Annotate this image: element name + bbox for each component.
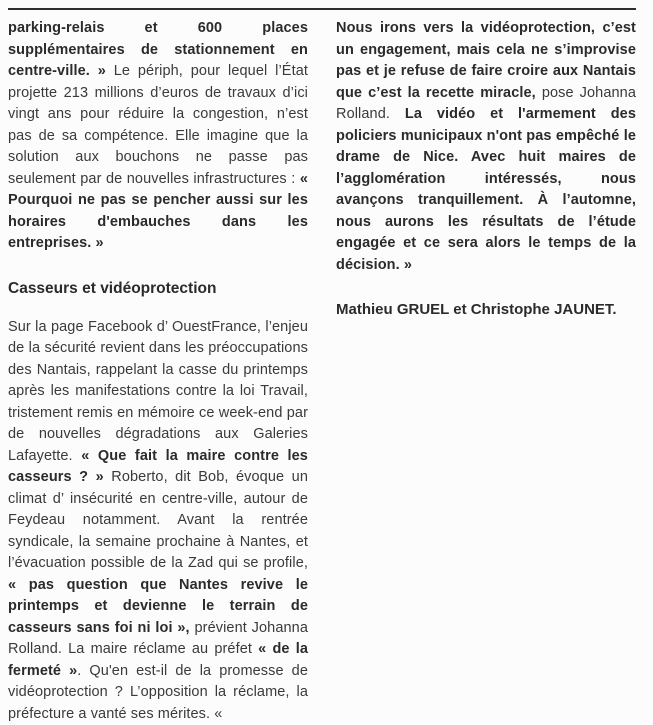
article-column-right — [336, 18, 636, 725]
top-rule — [8, 8, 636, 10]
paragraph-transport — [8, 18, 308, 255]
text-run: prévient Johanna Rolland. La maire réclame au préfet — [8, 620, 308, 658]
text-run: Sur la page Facebook d’ OuestFrance, l’enjeu de la sécurité revient dans les préoccupations des Nantais, rappelant la casse du printemps après les manifestations contre la loi Travail, tristement remis en mémoire ce week-end par de nouvelles dégradations aux Galeries Lafayette. — [8, 319, 308, 464]
text-run: pose Johanna Rolland. — [336, 85, 636, 123]
text-run: Nous irons vers la vidéoprotection, c’est un engagement, mais cela ne s’improvise pas et je refuse de faire croire aux Nantais que c’est la recette miracle, — [336, 20, 636, 101]
paragraph-quote-videoprotection — [336, 18, 636, 276]
article-column-left — [8, 18, 308, 725]
text-run: « de la fermeté » — [8, 641, 308, 679]
byline: Mathieu GRUEL et Christophe JAUNET. — [336, 300, 636, 320]
section-heading: Casseurs et vidéoprotection — [8, 279, 308, 299]
text-run: parking-relais et 600 places supplémentaires de stationnement en centre-ville. » — [8, 20, 308, 79]
text-run: Le périph, pour lequel l’État projette 213 millions d’euros de travaux d’ici vingt ans pour réduire la congestion, n’est pas de sa compétence. Elle imagine que la solution aux bouchons ne passe pas seulement par de nouvelles infrastructures : — [8, 63, 308, 187]
text-run: La vidéo et l'armement des policiers municipaux n'ont pas empêché le drame de Nice. Avec huit maires de l’agglomération intéressés, nous avançons tranquillement. À l’automne, nous aurons les résultats de l’étude engagée et ce sera alors le temps de la décision. » — [336, 106, 636, 273]
text-run: . Qu'en est-il de la promesse de vidéoprotection ? L’opposition la réclame, la préfecture a vanté ses mérites. « — [8, 663, 308, 722]
article-columns — [8, 18, 636, 725]
text-run: « Que fait la maire contre les casseurs ? » — [8, 448, 308, 486]
text-run: « Pourquoi ne pas se pencher aussi sur les horaires d'embauches dans les entreprises. » — [8, 171, 308, 252]
text-run: Roberto, dit Bob, évoque un climat d’ insécurité en centre-ville, autour de Feydeau notamment. Avant la rentrée syndicale, la semaine prochaine à Nantes, et l’évacuation possible de la Zad qui se profile, — [8, 469, 308, 571]
text-run: « pas question que Nantes revive le printemps et devienne le terrain de casseurs sans foi ni loi », — [8, 577, 308, 636]
